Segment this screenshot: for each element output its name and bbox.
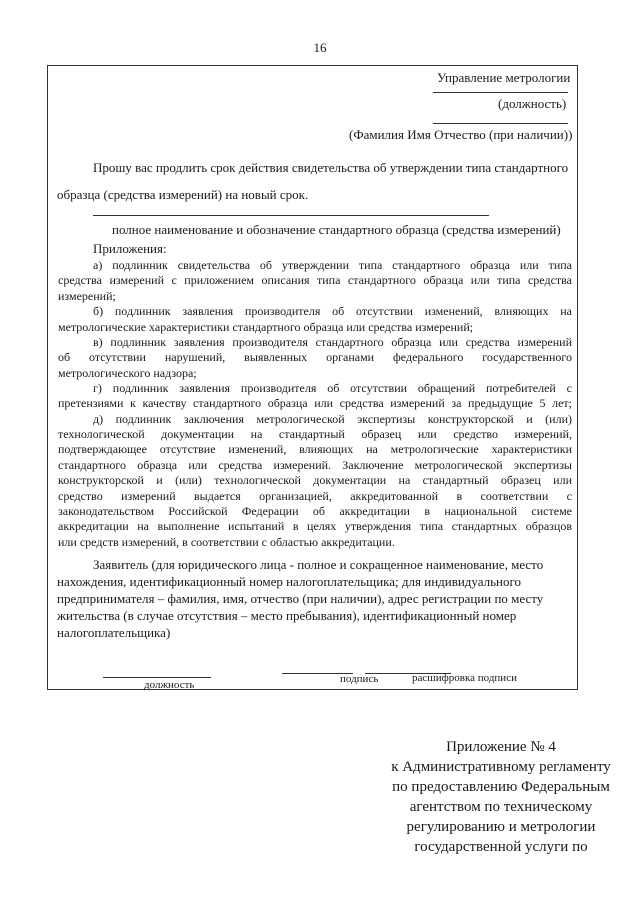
full-name-line [433, 123, 568, 124]
attachment-v-line-3: метрологического надзора; [58, 366, 197, 380]
signature-decoding-caption: расшифровка подписи [412, 672, 517, 684]
attachment-d-line-7: законодательством Российской Федерации об аккредитации в национальной системе [58, 504, 572, 518]
attachment-d-line-4: стандартного образца или средства измерений. Заключение метрологической экспертизы [58, 458, 572, 472]
attachment-a-line-3: измерений; [58, 289, 116, 303]
signature-caption: подпись [340, 673, 379, 685]
appendix-line-3: по предоставлению Федеральным [392, 779, 610, 795]
position-line [433, 92, 568, 93]
appendix-line-5: регулированию и метрологии [406, 819, 596, 835]
appendix-line-1: Приложение № 4 [446, 739, 556, 755]
product-name-line [93, 215, 489, 216]
attachment-g-line-2: претензиями к качеству стандартного образца или средства измерений за предыдущие 5 лет; [58, 396, 572, 410]
appendix-line-4: агентством по техническому [409, 799, 593, 815]
request-line-1: Прошу вас продлить срок действия свидетельства об утверждении типа стандартного [93, 160, 569, 175]
page-number: 16 [313, 40, 327, 55]
appendix-line-6: государственной услуги по [414, 839, 588, 855]
attachment-v-line-1: в) подлинник заявления производителя стандартного образца или средства измерений [93, 335, 572, 349]
appendix-line-2: к Административному регламенту [391, 759, 611, 775]
position-caption: (должность) [498, 96, 567, 111]
attachment-a-line-2: средства измерений с приложением описания типа стандартного образца или типа средства [58, 273, 572, 287]
position-signature-caption: должность [144, 679, 195, 691]
applicant-line-3: предпринимателя – фамилия, имя, отчество (при наличии), адрес регистрации по месту [57, 591, 544, 606]
applicant-line-4: жительства (в случае отсутствия – место пребывания), идентификационный номер [57, 608, 517, 623]
attachment-g-line-1: г) подлинник заявления производителя об отсутствии обращений потребителей с [93, 381, 572, 395]
attachment-d-line-5: конструкторской и (или) технологической документации на стандартный образец или [58, 473, 572, 487]
applicant-line-5: налогоплательщика) [57, 625, 171, 640]
product-name-caption: полное наименование и обозначение стандартного образца (средства измерений) [112, 222, 561, 237]
position-signature-line [103, 677, 211, 678]
attachment-d-line-8: аккредитации на выполнение испытаний в целях утверждения типа стандартных образцов [58, 519, 572, 533]
full-name-caption: (Фамилия Имя Отчество (при наличии)) [349, 127, 573, 142]
attachment-v-line-2: об отсутствии нарушений, выявленных органами федерального государственного [58, 350, 572, 364]
attachments-heading: Приложения: [93, 241, 167, 256]
attachment-d-line-3: подтверждающее отсутствие изменений, влияющих на метрологические характеристики [58, 442, 572, 456]
attachment-d-line-2: технологической документации на стандартный образец или средство измерений, [58, 427, 572, 441]
attachment-b-line-2: метрологические характеристики стандартного образца или средства измерений; [58, 320, 474, 334]
addressee-organization: Управление метрологии [437, 70, 571, 85]
request-line-2: образца (средства измерений) на новый срок. [57, 187, 309, 202]
applicant-line-2: нахождения, идентификационный номер налогоплательщика; для индивидуального [57, 574, 522, 589]
attachment-a-line-1: а) подлинник свидетельства об утверждении типа стандартного образца или типа [93, 258, 572, 272]
attachment-b-line-1: б) подлинник заявления производителя об отсутствии изменений, влияющих на [93, 304, 572, 318]
attachment-d-line-1: д) подлинник заключения метрологической экспертизы конструкторской и (или) [93, 412, 572, 426]
attachment-d-line-6: средство измерений выдается организацией, аккредитованной в соответствии с [58, 489, 572, 503]
attachment-d-line-9: или средств измерений, в соответствии с областью аккредитации. [58, 535, 395, 549]
applicant-line-1: Заявитель (для юридического лица - полное и сокращенное наименование, место [93, 557, 544, 572]
